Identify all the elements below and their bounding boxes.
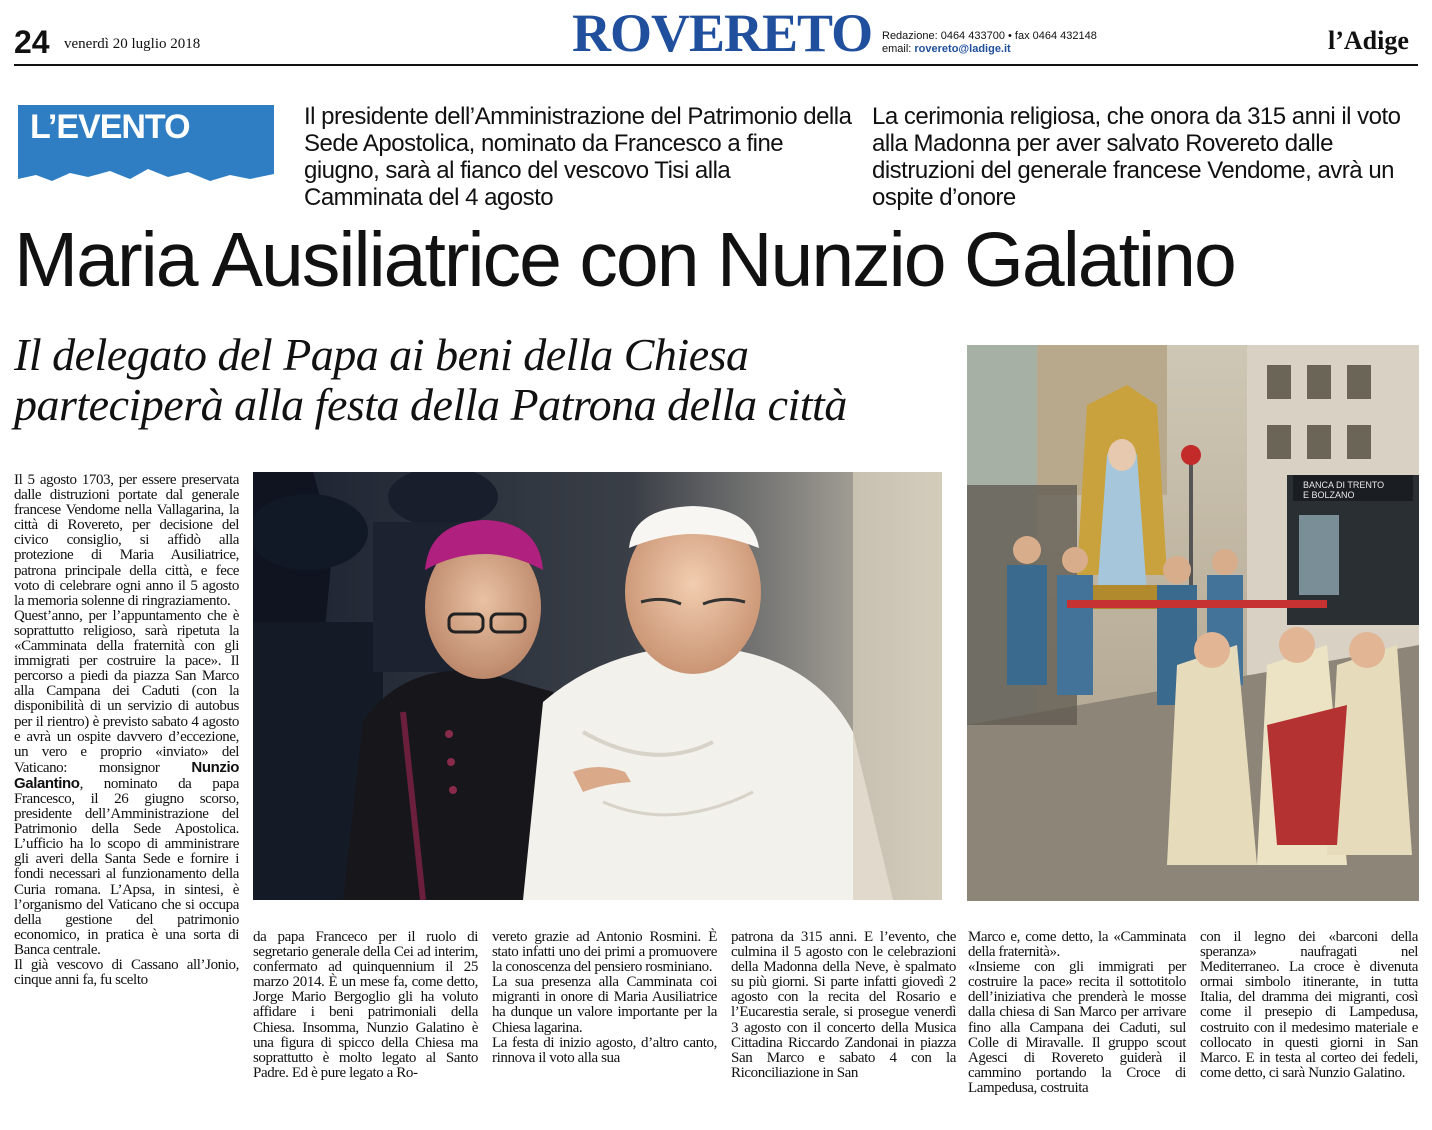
body-paragraph: con il legno dei «barconi della speranza» naufragati nel Mediterraneo. La croce è divenuta ormai simbolo itinerante, in tutta Italia, del dramma dei migranti, così come il presepio di Lampedusa, costruito con il medesimo materiale e collocato in questi giorni in San Marco. E in testa al corteo dei fedeli, come detto, ci sarà Nunzio Galatino. (1200, 929, 1418, 1081)
body-paragraph (14, 609, 239, 958)
contact-phone-line: Redazione: 0464 433700 • fax 0464 432148 (882, 30, 1097, 42)
subheadline-line-1: Il delegato del Papa ai beni della Chiesa (14, 329, 749, 380)
body-column-6 (1200, 930, 1418, 1081)
body-paragraph: Il già vescovo di Cassano all’Jonio, cinque anni fa, fu scelto (14, 957, 239, 989)
email-label: email: (882, 43, 912, 55)
body-paragraph: La festa di inizio agosto, d’altro canto, rinnova il voto alla sua (492, 1034, 717, 1066)
body-paragraph: Il 5 agosto 1703, per essere preservata dalle distruzioni portate dal generale francese Vendome nella Vallagarina, la città di Rovereto, per decisione del civico consiglio, si affidò alla protezione di Maria Ausiliatrice, patrona principale della città, e fece voto di celebrare ogni anno il 5 agosto la memoria solenne di ringraziamento. (14, 473, 239, 609)
photo-procession (967, 345, 1419, 901)
body-column-2 (253, 930, 478, 1081)
bank-sign-line-1: BANCA DI TRENTO (1303, 480, 1385, 490)
deck-left: Il presidente dell’Amministrazione del Patrimonio della Sede Apostolica, nominato da Francesco a fine giugno, sarà al fianco del vescovo Tisi alla Camminata del 4 agosto (304, 103, 852, 211)
body-column-1 (14, 473, 239, 1123)
kicker-label: L’EVENTO (30, 108, 190, 146)
page-number: 24 (14, 24, 50, 60)
body-paragraph: Marco e, come detto, la «Camminata della fraternità». (968, 929, 1186, 961)
contact-email-line (882, 43, 1097, 56)
newspaper-logo: l’Adige (1328, 26, 1409, 55)
section-title: ROVERETO (572, 3, 873, 63)
body-text: , nominato da papa Francesco, il 26 giugno scorso, presidente dell’Amministrazione del Patrimonio della Sede Apostolica. L’ufficio ha lo scopo di amministrare gli averi della Santa Sede e fornire i fondi necessari al funzionamento della Curia romana. L’Apsa, in sintesi, è l’organismo del Vaticano che si occupa della gestione del patrimonio economico, in pratica è una sorta di Banca centrale. (14, 775, 239, 958)
contact-info (882, 30, 1097, 56)
body-paragraph: vereto grazie ad Antonio Rosmini. È stato infatti uno dei primi a promuovere la conoscenza del pensiero rosminiano. (492, 929, 717, 976)
body-paragraph: «Insieme con gli immigrati per costruire la pace» recita il sottotitolo dell’iniziativa che prenderà le mosse dalla chiesa di San Marco per arrivare fino alla Campana dei Caduti, sul Colle di Miravalle. Il gruppo scout Agesci di Rovereto guiderà il cammino portando la Croce di Lampedusa, costruita (968, 959, 1186, 1096)
highlighted-name: Nunzio Galantino (14, 758, 239, 792)
body-paragraph: da papa Franceco per il ruolo di segretario generale della Cei ad interim, confermato ad quinquennium il 25 marzo 2014. È un mese fa, come detto, Jorge Mario Bergoglio gli ha voluto affidare i beni patrimoniali della Chiesa. Insomma, Nunzio Galatino è una figura di spicco della Chiesa ma soprattutto è molto legato al Santo Padre. Ed è pure legato a Ro- (253, 929, 478, 1081)
bank-sign-line-2: E BOLZANO (1303, 490, 1355, 500)
headline: Maria Ausiliatrice con Nunzio Galatino (14, 217, 1235, 303)
deck-right: La cerimonia religiosa, che onora da 315 anni il voto alla Madonna per aver salvato Rovereto dalle distruzioni del generale francese Vendome, avrà un ospite d’onore (872, 103, 1401, 211)
body-paragraph: patrona da 315 anni. E l’evento, che culmina il 5 agosto con le celebrazioni della Madonna della Neve, è spalmato su più giorni. Si parte infatti giovedì 2 agosto con la recita del Rosario e l’Eucarestia serale, si prosegue venerdì 3 agosto con il concerto della Musica Cittadina Riccardo Zandonai in piazza San Marco e sabato 4 con la Riconciliazione in San (731, 929, 956, 1081)
header-divider (14, 64, 1418, 66)
body-column-3 (492, 930, 717, 1066)
subheadline-line-2: parteciperà alla festa della Patrona della città (14, 379, 847, 430)
body-column-4 (731, 930, 956, 1081)
subheadline (14, 330, 954, 430)
email-address[interactable]: rovereto@ladige.it (914, 43, 1011, 55)
body-column-5 (968, 930, 1186, 1096)
mountain-silhouette-icon (18, 157, 274, 197)
body-text: Quest’anno, per l’appuntamento che è soprattutto religioso, sarà ripetuta la «Camminata della fraternità con gli immigrati per costruire la pace». Il percorso a piedi da piazza San Marco alla Campana dei Caduti (con la disponibilità di un servizio di autobus per il rientro) è previsto sabato 4 agosto e avrà un ospite davvero d’eccezione, un vero e proprio «inviato» del Vaticano: monsignor (14, 607, 239, 776)
issue-date: venerdì 20 luglio 2018 (64, 36, 201, 52)
body-paragraph: La sua presenza alla Camminata coi migranti in onore di Maria Ausiliatrice ha dunque un valore importante per la Chiesa lagarina. (492, 974, 717, 1036)
photo-bishop-and-pope (253, 472, 942, 900)
